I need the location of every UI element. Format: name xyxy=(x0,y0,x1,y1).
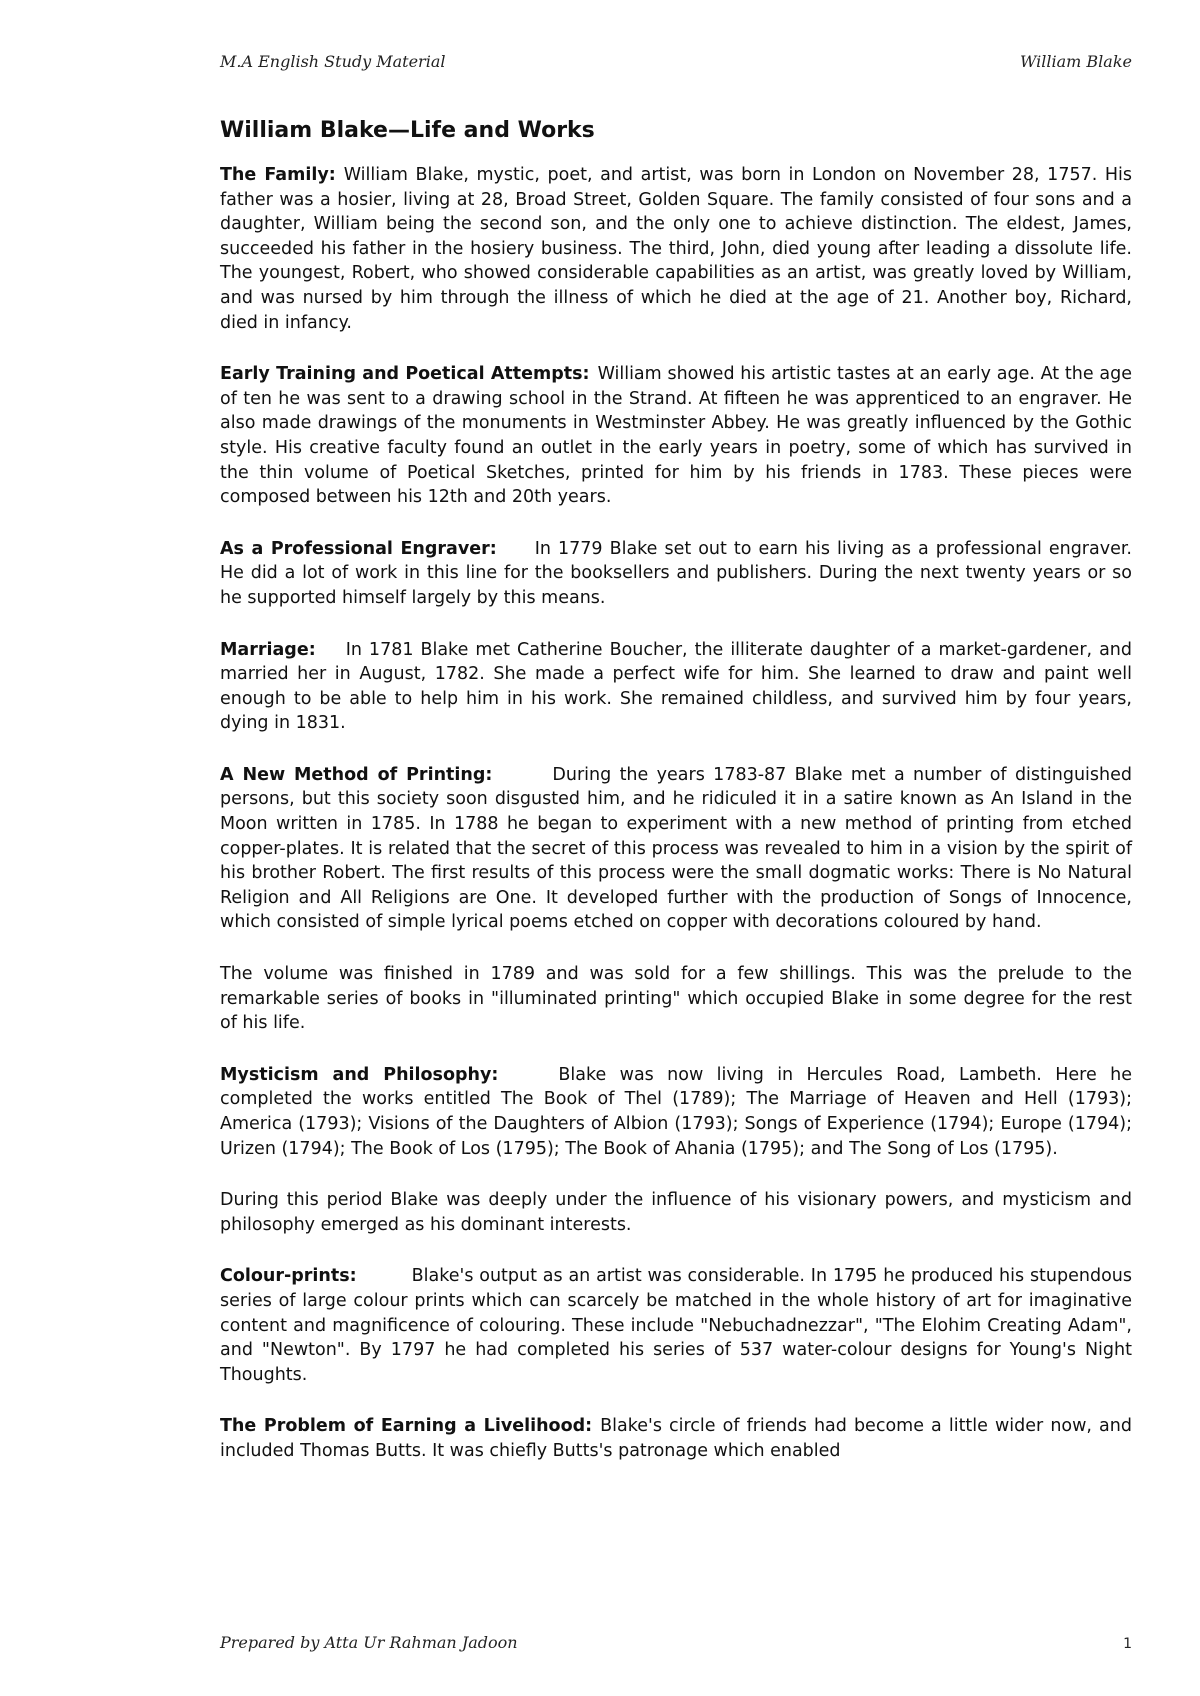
footer-prepared-by: Prepared by Atta Ur Rahman Jadoon xyxy=(220,1633,518,1652)
section-early-training xyxy=(220,362,1132,510)
section-text: During this period Blake was deeply under the influence of his visionary powers, and mysticism and philosophy emerged as his dominant interests. xyxy=(220,1190,1132,1235)
document-body xyxy=(220,118,1132,1491)
running-header xyxy=(220,52,1132,71)
section-heading: Early Training and Poetical Attempts: xyxy=(220,364,590,385)
running-footer xyxy=(220,1633,1132,1652)
section-text: Blake's circle of friends had become a little wider now, and included Thomas Butts. It was chiefly Butts's patronage which enabled xyxy=(220,1416,1132,1461)
section-text: In 1781 Blake met Catherine Boucher, the illiterate daughter of a market-gardener, and married her in August, 1782. She made a perfect wife for him. She learned to draw and paint well enough to be able to help him in his work. She remained childless, and survived him by four years, dying in 1831. xyxy=(220,639,1132,734)
section-heading: The Problem of Earning a Livelihood: xyxy=(220,1416,593,1437)
section-heading: The Family: xyxy=(220,165,336,185)
header-author-name: William Blake xyxy=(1019,52,1132,71)
section-professional-engraver xyxy=(220,537,1132,611)
section-illuminated-printing xyxy=(220,962,1132,1036)
section-visionary-period xyxy=(220,1188,1132,1237)
section-text: William showed his artistic tastes at an early age. At the age of ten he was sent to a drawing school in the Strand. At fifteen he was apprenticed to an engraver. He also made drawings of the monuments in Westminster Abbey. He was greatly influenced by the Gothic style. His creative faculty found an outlet in the early years in poetry, some of which has survived in the thin volume of Poetical Sketches, printed for him by his friends in 1783. These pieces were composed between his 12th and 20th years. xyxy=(220,364,1132,508)
section-text: During the years 1783-87 Blake met a number of distinguished persons, but this society soon disgusted him, and he ridiculed it in a satire known as An Island in the Moon written in 1785. In 1788 he began to experiment with a new method of printing from etched copper-plates. It is related that the secret of this process was revealed to him in a vision by the spirit of his brother Robert. The first results of this process were the small dogmatic works: There is No Natural Religion and All Religions are One. It developed further with the production of Songs of Innocence, which consisted of simple lyrical poems etched on copper with decorations coloured by hand. xyxy=(220,764,1132,933)
section-heading: Colour-prints: xyxy=(220,1266,357,1287)
section-heading: A New Method of Printing: xyxy=(220,764,493,785)
section-new-method-printing xyxy=(220,763,1132,935)
section-mysticism-philosophy xyxy=(220,1063,1132,1161)
section-text: The volume was finished in 1789 and was sold for a few shillings. This was the prelude to the remarkable series of books in "illuminated printing" which occupied Blake in some degree for the rest of his life. xyxy=(220,964,1132,1034)
header-course-title: M.A English Study Material xyxy=(220,52,446,71)
page-number: 1 xyxy=(1123,1636,1132,1652)
section-heading: As a Professional Engraver: xyxy=(220,538,497,559)
section-colour-prints xyxy=(220,1264,1132,1387)
section-family xyxy=(220,163,1132,335)
document-title: William Blake—Life and Works xyxy=(220,118,595,143)
section-text: Blake was now living in Hercules Road, Lambeth. Here he completed the works entitled The Book of Thel (1789); The Marriage of Heaven and Hell (1793); America (1793); Visions of the Daughters of Albion (1793); Songs of Experience (1794); Europe (1794); Urizen (1794); The Book of Los (1795); The Book of Ahania (1795); and The Song of Los (1795). xyxy=(220,1064,1132,1159)
section-text: In 1779 Blake set out to earn his living as a professional engraver. He did a lot of work in this line for the booksellers and publishers. During the next twenty years or so he supported himself largely by this means. xyxy=(220,538,1132,608)
section-heading: Mysticism and Philosophy: xyxy=(220,1064,499,1085)
section-heading: Marriage: xyxy=(220,639,316,660)
section-earning-livelihood xyxy=(220,1414,1132,1463)
section-marriage xyxy=(220,638,1132,736)
section-text: William Blake, mystic, poet, and artist, was born in London on November 28, 1757. His father was a hosier, living at 28, Broad Street, Golden Square. The family consisted of four sons and a daughter, William being the second son, and the only one to achieve distinction. The eldest, James, succeeded his father in the hosiery business. The third, John, died young after leading a dissolute life. The youngest, Robert, who showed considerable capabilities as an artist, was greatly loved by William, and was nursed by him through the illness of which he died at the age of 21. Another boy, Richard, died in infancy. xyxy=(220,165,1132,333)
section-text: Blake's output as an artist was considerable. In 1795 he produced his stupendous series of large colour prints which can scarcely be matched in the whole history of art for imaginative content and magnificence of colouring. These include "Nebuchadnezzar", "The Elohim Creating Adam", and "Newton". By 1797 he had completed his series of 537 water-colour designs for Young's Night Thoughts. xyxy=(220,1266,1132,1385)
